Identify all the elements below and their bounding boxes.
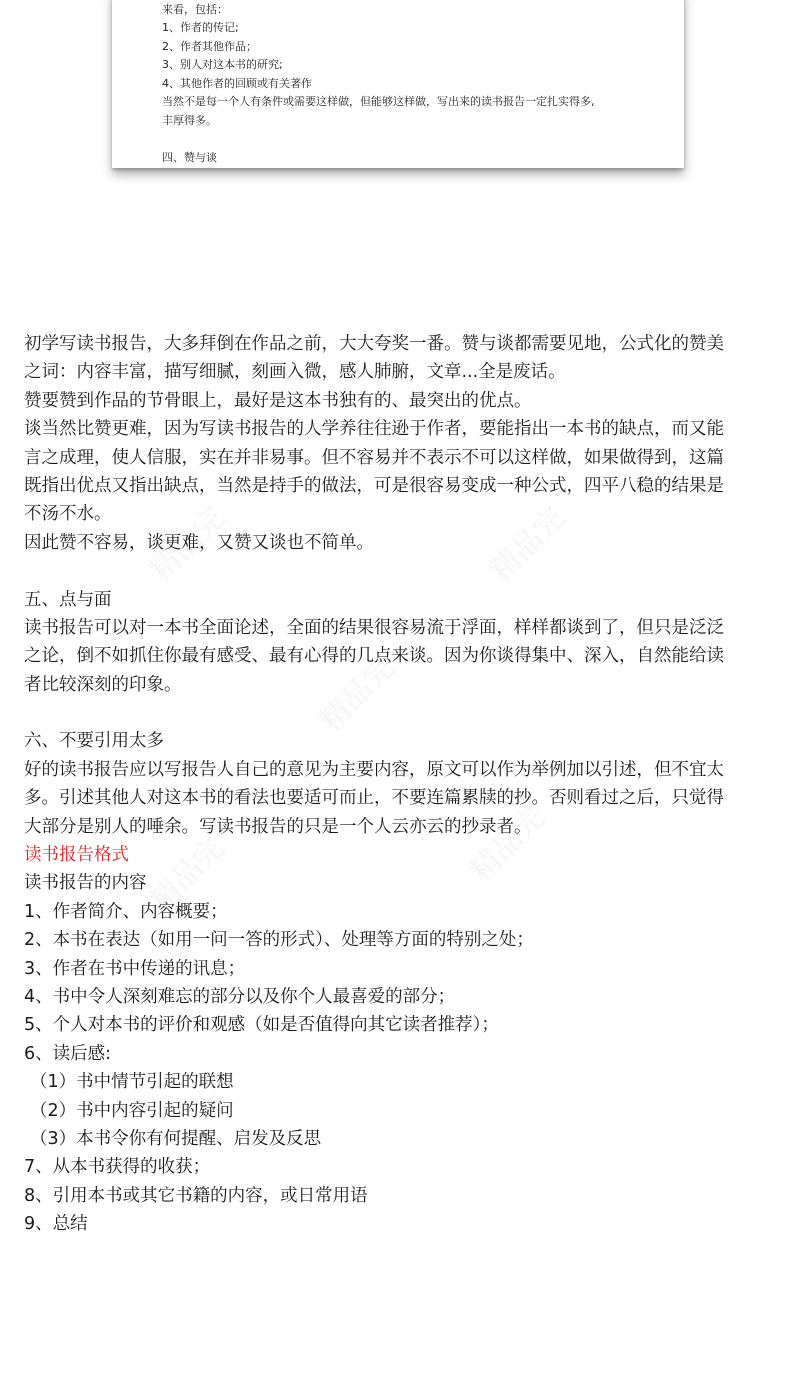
paragraph-line: 言之成理，使人信服，实在并非易事。但不容易并不表示不可以这样做，如果做得到，这篇 xyxy=(24,447,724,468)
list-item: 2、本书在表达（如用一问一答的形式）、处理等方面的特别之处； xyxy=(24,930,534,951)
list-item: 9、总结 xyxy=(24,1214,88,1235)
paragraph-line: 不汤不水。 xyxy=(24,504,112,525)
list-item: 5、个人对本书的评价和观感（如是否值得向其它读者推荐）； xyxy=(24,1015,499,1036)
paragraph-line: 大部分是别人的唾余。写读书报告的只是一个人云亦云的抄录者。 xyxy=(24,816,532,837)
preview-line: 当然不是每一个人有条件或需要这样做，但能够这样做，写出来的读书报告一定扎实得多, xyxy=(162,95,595,108)
sub-list-item: （3）本书令你有何提醒、启发及反思 xyxy=(30,1128,322,1149)
paragraph-line: 之词：内容丰富，描写细腻，刻画入微，感人肺腑，文章...全是废话。 xyxy=(24,362,566,383)
preview-line: 来看，包括： xyxy=(162,2,228,16)
format-subheading: 读书报告的内容 xyxy=(24,873,147,894)
section-heading: 五、点与面 xyxy=(24,589,112,610)
paragraph-line: 之论，倒不如抓住你最有感受、最有心得的几点来谈。因为你谈得集中、深入，自然能给读 xyxy=(24,646,724,667)
document-preview-card xyxy=(112,0,684,168)
paragraph-line: 者比较深刻的印象。 xyxy=(24,674,182,695)
blank-line xyxy=(24,699,780,727)
blank-line xyxy=(24,557,780,585)
preview-line: 3、别人对这本书的研究; xyxy=(162,58,283,71)
preview-line: 1、作者的传记; xyxy=(162,21,239,34)
preview-text xyxy=(162,0,662,167)
paragraph-line: 读书报告可以对一本书全面论述，全面的结果很容易流于浮面，样样都谈到了，但只是泛泛 xyxy=(24,617,724,638)
preview-line: 丰厚得多。 xyxy=(162,113,217,127)
list-item: 7、从本书获得的收获； xyxy=(24,1157,211,1178)
preview-line xyxy=(162,0,662,1)
sub-list-item: （2）书中内容引起的疑问 xyxy=(30,1100,234,1121)
section-heading: 六、不要引用太多 xyxy=(24,731,164,752)
preview-section-heading: 四、赞与谈 xyxy=(162,150,217,164)
format-heading: 读书报告格式 xyxy=(24,845,129,866)
paragraph-line: 因此赞不容易，谈更难，又赞又谈也不简单。 xyxy=(24,532,374,553)
paragraph-line: 赞要赞到作品的节骨眼上，最好是这本书独有的、最突出的优点。 xyxy=(24,390,532,411)
paragraph-line: 初学写读书报告，大多拜倒在作品之前，大大夸奖一番。赞与谈都需要见地，公式化的赞美 xyxy=(24,334,724,354)
list-item: 8、引用本书或其它书籍的内容，或日常用语 xyxy=(24,1185,368,1206)
paragraph-line: 既指出优点又指出缺点，当然是持手的做法，可是很容易变成一种公式，四平八稳的结果是 xyxy=(24,475,724,496)
list-item: 3、作者在书中传递的讯息； xyxy=(24,958,246,979)
preview-line: 4、其他作者的回顾或有关著作 xyxy=(162,76,312,90)
paragraph-line: 多。引述其他人对这本书的看法也要适可而止，不要连篇累牍的抄。否则看过之后，只觉得 xyxy=(24,788,724,809)
paragraph-line: 谈当然比赞更难，因为写读书报告的人学养往往逊于作者，要能指出一本书的缺点，而又能 xyxy=(24,419,724,440)
preview-line: 2、作者其他作品； xyxy=(162,39,257,53)
preview-blank-line xyxy=(162,130,662,149)
list-item: 4、书中令人深刻难忘的部分以及你个人最喜爱的部分； xyxy=(24,986,456,1007)
article-body xyxy=(24,330,780,1239)
list-item: 6、读后感: xyxy=(24,1043,112,1064)
paragraph-line: 好的读书报告应以写报告人自己的意见为主要内容，原文可以作为举例加以引述，但不宜太 xyxy=(24,759,724,780)
list-item: 1、作者简介、内容概要； xyxy=(24,901,228,922)
sub-list-item: （1）书中情节引起的联想 xyxy=(30,1072,234,1093)
